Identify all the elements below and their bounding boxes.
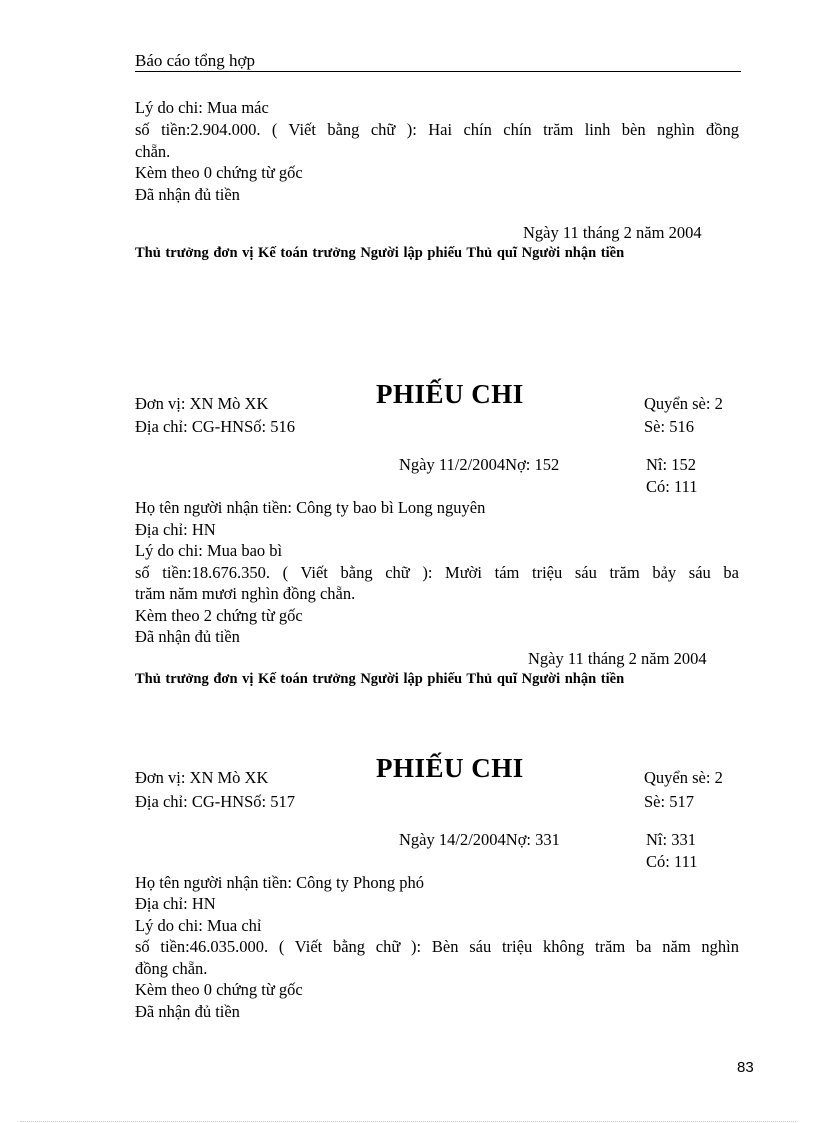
date-and-debit: Ngày 14/2/2004Nợ: 331 [399,830,560,849]
page-number: 83 [737,1059,754,1076]
unit-label: Đơn vị: XN Mò XK [135,768,269,787]
voucher-number: Sè: 517 [644,792,694,811]
address-label: Địa chỉ: CG-HNSố: 516 [135,417,295,436]
attachment-line: Kèm theo 2 chứng từ gốc [135,606,303,625]
amount-line-continued: trăm năm mươi nghìn đồng chẵn. [135,584,356,603]
book-number: Quyển sè: 2 [644,768,723,787]
header-divider [135,71,741,72]
amount-line-continued: chẵn. [135,142,171,161]
amount-line: số tiền:18.676.350. ( Viết bằng chữ ): Mười tám triệu sáu trăm bảy sáu ba [135,563,739,582]
signature-row: Thủ trưởng đơn vị Kế toán trưởng Người lập phiếu Thủ quĩ Người nhận tiền [135,245,625,261]
amount-line-continued: đồng chẵn. [135,959,208,978]
amount-line: số tiền:46.035.000. ( Viết bằng chữ ): Bèn sáu triệu không trăm ba năm nghìn [135,937,739,956]
signature-row: Thủ trưởng đơn vị Kế toán trưởng Người lập phiếu Thủ quĩ Người nhận tiền [135,671,625,687]
voucher-date: Ngày 11 tháng 2 năm 2004 [528,649,707,668]
debit-account: Nî: 152 [646,455,696,474]
received-line: Đã nhận đủ tiền [135,627,240,646]
reason-line: Lý do chi: Mua mác [135,98,269,117]
amount-line: số tiền:2.904.000. ( Viết bằng chữ ): Hai chín chín trăm linh bèn nghìn đồng [135,120,739,139]
unit-label: Đơn vị: XN Mò XK [135,394,269,413]
received-line: Đã nhận đủ tiền [135,185,240,204]
voucher-title: PHIẾU CHI [376,379,524,409]
attachment-line: Kèm theo 0 chứng từ gốc [135,980,303,999]
reason-line: Lý do chi: Mua bao bì [135,541,283,560]
voucher-number: Sè: 516 [644,417,694,436]
received-line: Đã nhận đủ tiền [135,1002,240,1021]
address-label: Địa chỉ: CG-HNSố: 517 [135,792,295,811]
reason-line: Lý do chi: Mua chỉ [135,916,262,935]
debit-account: Nî: 331 [646,830,696,849]
book-number: Quyển sè: 2 [644,394,723,413]
recipient-address: Địa chỉ: HN [135,894,216,913]
voucher-date: Ngày 11 tháng 2 năm 2004 [523,223,702,242]
credit-account: Có: 111 [646,477,698,496]
date-and-debit: Ngày 11/2/2004Nợ: 152 [399,455,560,474]
report-header: Báo cáo tổng hợp [135,51,255,70]
voucher-title: PHIẾU CHI [376,753,524,783]
credit-account: Có: 111 [646,852,698,871]
recipient-address: Địa chỉ: HN [135,520,216,539]
page-bottom-border [20,1121,796,1122]
recipient-line: Họ tên người nhận tiền: Công ty bao bì Long nguyên [135,498,486,517]
attachment-line: Kèm theo 0 chứng từ gốc [135,163,303,182]
recipient-line: Họ tên người nhận tiền: Công ty Phong phó [135,873,424,892]
